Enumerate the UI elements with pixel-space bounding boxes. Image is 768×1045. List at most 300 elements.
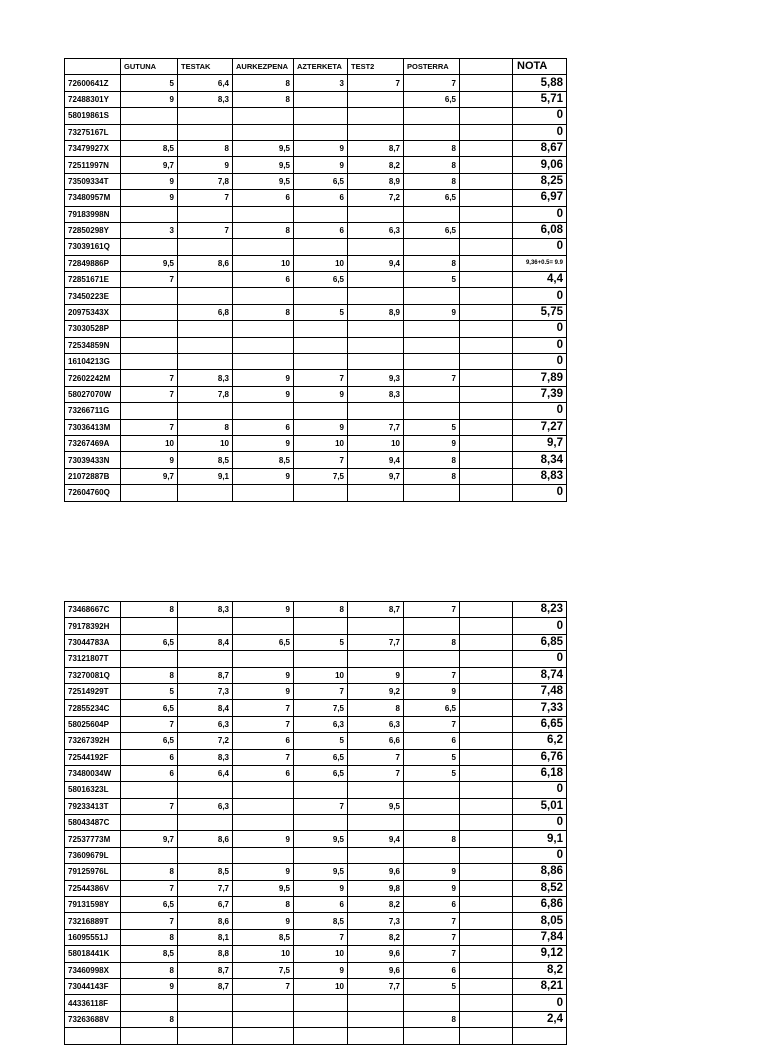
score-cell (121, 782, 178, 798)
score-cell (294, 815, 348, 831)
score-cell (460, 190, 513, 206)
table-row (65, 995, 567, 1011)
score-cell: 8 (121, 602, 178, 618)
nota-cell: 0 (513, 288, 567, 304)
nota-cell: 5,88 (513, 75, 567, 91)
score-cell (178, 995, 233, 1011)
score-cell (178, 124, 233, 140)
score-cell (460, 651, 513, 667)
score-cell (348, 995, 404, 1011)
nota-cell: 0 (513, 485, 567, 501)
score-cell (348, 1028, 404, 1044)
score-cell: 8,3 (178, 749, 233, 765)
score-cell (404, 321, 460, 337)
score-cell (404, 354, 460, 370)
score-cell: 8 (404, 634, 460, 650)
score-cell: 10 (233, 946, 294, 962)
score-cell (460, 1028, 513, 1044)
score-cell: 6,5 (404, 222, 460, 238)
score-cell (460, 272, 513, 288)
nota-cell: 7,33 (513, 700, 567, 716)
table-row (65, 1028, 567, 1044)
table-row (65, 91, 567, 107)
score-cell (178, 272, 233, 288)
student-id-cell: 73468667C (65, 602, 121, 618)
score-cell (460, 978, 513, 994)
score-cell: 7 (294, 452, 348, 468)
score-cell: 8,2 (348, 929, 404, 945)
score-cell: 7 (233, 700, 294, 716)
score-cell (178, 1011, 233, 1027)
score-cell (178, 815, 233, 831)
table-row (65, 419, 567, 435)
score-cell (121, 815, 178, 831)
score-cell: 7 (121, 370, 178, 386)
student-id-cell: 73460998X (65, 962, 121, 978)
student-id-cell: 79125976L (65, 864, 121, 880)
student-id-cell: 73509334T (65, 173, 121, 189)
score-cell: 7 (121, 913, 178, 929)
score-cell (233, 108, 294, 124)
student-id-cell: 73266711G (65, 403, 121, 419)
table-row (65, 683, 567, 699)
score-cell (460, 913, 513, 929)
student-id-cell: 73275167L (65, 124, 121, 140)
score-cell (460, 370, 513, 386)
score-cell (348, 1011, 404, 1027)
score-cell: 9 (233, 831, 294, 847)
table-row (65, 370, 567, 386)
table-row (65, 337, 567, 353)
score-cell: 9 (294, 157, 348, 173)
score-cell: 5 (404, 419, 460, 435)
score-cell (404, 815, 460, 831)
nota-cell: 9,36+0.5= 9.9 (513, 255, 567, 271)
table-row (65, 386, 567, 402)
score-cell: 9 (233, 667, 294, 683)
score-cell (404, 337, 460, 353)
student-id-cell: 21072887B (65, 468, 121, 484)
score-cell: 9,1 (178, 468, 233, 484)
score-cell: 3 (294, 75, 348, 91)
score-cell: 8,7 (178, 978, 233, 994)
nota-cell: 5,71 (513, 91, 567, 107)
score-cell: 9,4 (348, 831, 404, 847)
score-cell (294, 403, 348, 419)
student-id-cell: 73267469A (65, 435, 121, 451)
score-cell: 6,7 (178, 897, 233, 913)
score-cell: 7,3 (178, 683, 233, 699)
table-row (65, 190, 567, 206)
score-cell: 8,3 (178, 91, 233, 107)
nota-cell: 6,85 (513, 634, 567, 650)
score-cell (460, 815, 513, 831)
nota-cell: 8,86 (513, 864, 567, 880)
score-cell (178, 403, 233, 419)
score-cell: 9 (404, 683, 460, 699)
score-cell: 5 (404, 765, 460, 781)
table-row (65, 667, 567, 683)
score-cell: 8,5 (121, 140, 178, 156)
column-header: AURKEZPENA (233, 59, 294, 75)
table-row (65, 733, 567, 749)
score-cell (404, 239, 460, 255)
score-cell (460, 946, 513, 962)
score-cell: 9 (294, 140, 348, 156)
score-cell (404, 206, 460, 222)
score-cell (460, 173, 513, 189)
score-cell: 7,7 (348, 419, 404, 435)
score-cell (178, 108, 233, 124)
score-cell: 7 (121, 419, 178, 435)
table-row (65, 782, 567, 798)
score-cell: 7,7 (348, 634, 404, 650)
score-cell: 8 (178, 419, 233, 435)
score-cell (233, 618, 294, 634)
score-cell: 7,7 (178, 880, 233, 896)
score-cell: 9 (233, 370, 294, 386)
score-cell: 9,6 (348, 962, 404, 978)
score-cell: 9,6 (348, 946, 404, 962)
score-cell: 9,5 (348, 798, 404, 814)
nota-cell: 6,65 (513, 716, 567, 732)
nota-cell: 6,18 (513, 765, 567, 781)
score-cell: 9 (348, 667, 404, 683)
student-id-cell: 73263688V (65, 1011, 121, 1027)
column-header: AZTERKETA (294, 59, 348, 75)
nota-cell: 9,7 (513, 435, 567, 451)
table-row (65, 239, 567, 255)
score-cell: 6 (121, 765, 178, 781)
table-row (65, 206, 567, 222)
score-cell: 7 (404, 913, 460, 929)
score-cell: 7 (404, 75, 460, 91)
score-cell: 9 (404, 880, 460, 896)
nota-cell: 8,52 (513, 880, 567, 896)
nota-cell: 8,34 (513, 452, 567, 468)
score-cell: 6 (294, 222, 348, 238)
student-id-cell: 73039433N (65, 452, 121, 468)
table-row (65, 897, 567, 913)
score-cell (404, 618, 460, 634)
score-cell: 10 (121, 435, 178, 451)
score-cell (294, 239, 348, 255)
table-row (65, 716, 567, 732)
score-cell: 7 (294, 798, 348, 814)
score-cell: 5 (121, 683, 178, 699)
score-cell: 6 (404, 733, 460, 749)
score-cell: 7 (121, 716, 178, 732)
score-cell (233, 651, 294, 667)
score-cell: 3 (121, 222, 178, 238)
score-cell: 6,3 (294, 716, 348, 732)
score-cell (460, 831, 513, 847)
student-id-cell: 72604760Q (65, 485, 121, 501)
nota-cell: 5,01 (513, 798, 567, 814)
score-cell: 8,4 (178, 700, 233, 716)
score-cell (178, 485, 233, 501)
nota-cell: 9,06 (513, 157, 567, 173)
score-cell (233, 798, 294, 814)
column-header: GUTUNA (121, 59, 178, 75)
score-cell: 6 (404, 962, 460, 978)
student-id-cell (65, 1028, 121, 1044)
score-cell: 5 (294, 304, 348, 320)
score-cell: 8,5 (233, 452, 294, 468)
score-cell (460, 403, 513, 419)
student-id-cell: 72544386V (65, 880, 121, 896)
score-cell: 6,5 (294, 272, 348, 288)
score-cell (348, 485, 404, 501)
student-id-cell: 72849886P (65, 255, 121, 271)
score-cell: 6,5 (404, 190, 460, 206)
table-row (65, 272, 567, 288)
student-id-cell: 72850298Y (65, 222, 121, 238)
score-cell (460, 386, 513, 402)
score-cell (460, 419, 513, 435)
score-cell: 6,5 (404, 91, 460, 107)
score-cell: 6,3 (178, 798, 233, 814)
score-cell: 6,4 (178, 75, 233, 91)
score-cell: 8 (233, 222, 294, 238)
score-cell (404, 798, 460, 814)
score-cell: 9 (294, 880, 348, 896)
score-cell: 8,5 (178, 452, 233, 468)
nota-cell: 0 (513, 995, 567, 1011)
score-cell (294, 288, 348, 304)
score-cell (404, 386, 460, 402)
student-id-cell: 79178392H (65, 618, 121, 634)
nota-cell: 7,39 (513, 386, 567, 402)
student-id-cell: 58025604P (65, 716, 121, 732)
score-cell (233, 1028, 294, 1044)
score-cell: 8 (178, 140, 233, 156)
score-cell: 8 (404, 255, 460, 271)
score-cell (348, 651, 404, 667)
score-cell (460, 157, 513, 173)
student-id-cell: 72602242M (65, 370, 121, 386)
score-cell (460, 667, 513, 683)
score-cell: 8 (404, 1011, 460, 1027)
score-cell: 7 (178, 222, 233, 238)
score-cell: 7 (404, 929, 460, 945)
student-id-cell: 72544192F (65, 749, 121, 765)
score-cell: 7 (404, 716, 460, 732)
score-cell (121, 124, 178, 140)
score-cell: 7 (404, 370, 460, 386)
nota-cell: 0 (513, 337, 567, 353)
score-cell: 7 (121, 798, 178, 814)
table-row (65, 222, 567, 238)
score-cell: 9,3 (348, 370, 404, 386)
score-cell (294, 1011, 348, 1027)
table-row (65, 798, 567, 814)
score-cell (460, 700, 513, 716)
student-id-cell: 72488301Y (65, 91, 121, 107)
student-id-cell: 20975343X (65, 304, 121, 320)
score-cell (233, 1011, 294, 1027)
column-header: NOTA (513, 59, 567, 75)
score-cell: 9,5 (233, 157, 294, 173)
score-cell: 8 (121, 667, 178, 683)
score-cell: 7 (348, 75, 404, 91)
score-cell: 6,3 (348, 222, 404, 238)
score-cell: 6,6 (348, 733, 404, 749)
score-cell (294, 485, 348, 501)
score-cell (348, 239, 404, 255)
score-cell: 9 (121, 91, 178, 107)
score-cell (121, 651, 178, 667)
score-cell (121, 321, 178, 337)
score-cell: 7,7 (348, 978, 404, 994)
score-cell: 7,5 (294, 468, 348, 484)
score-cell: 8,6 (178, 255, 233, 271)
score-cell (294, 124, 348, 140)
score-cell: 6 (233, 190, 294, 206)
score-cell (121, 108, 178, 124)
score-cell: 10 (294, 946, 348, 962)
score-cell (348, 206, 404, 222)
student-id-cell: 72511997N (65, 157, 121, 173)
score-cell: 6,5 (294, 173, 348, 189)
score-cell: 8,3 (178, 370, 233, 386)
score-cell: 7 (294, 370, 348, 386)
nota-cell (513, 1028, 567, 1044)
score-cell (404, 1028, 460, 1044)
score-cell (404, 288, 460, 304)
score-cell (460, 75, 513, 91)
score-cell (348, 618, 404, 634)
score-cell: 9,5 (233, 140, 294, 156)
score-cell: 8,6 (178, 913, 233, 929)
score-cell (460, 929, 513, 945)
student-id-cell: 73270081Q (65, 667, 121, 683)
student-id-cell: 73480034W (65, 765, 121, 781)
student-id-cell: 72514929T (65, 683, 121, 699)
score-cell: 6,5 (404, 700, 460, 716)
score-cell: 8,3 (348, 386, 404, 402)
score-cell: 7 (348, 749, 404, 765)
score-cell: 9 (233, 602, 294, 618)
student-id-cell: 73036413M (65, 419, 121, 435)
score-cell: 6,4 (178, 765, 233, 781)
score-cell (121, 354, 178, 370)
nota-cell: 0 (513, 618, 567, 634)
score-cell: 7 (121, 880, 178, 896)
score-cell (121, 847, 178, 863)
score-cell (178, 651, 233, 667)
score-cell (294, 651, 348, 667)
student-id-cell: 72600641Z (65, 75, 121, 91)
score-cell (460, 733, 513, 749)
score-cell: 6 (233, 733, 294, 749)
score-cell: 7 (233, 978, 294, 994)
score-cell (348, 354, 404, 370)
table-row (65, 749, 567, 765)
student-id-cell: 72534859N (65, 337, 121, 353)
score-cell: 10 (294, 435, 348, 451)
score-cell (460, 255, 513, 271)
score-cell: 7,8 (178, 173, 233, 189)
score-cell: 6,5 (121, 897, 178, 913)
score-cell (460, 239, 513, 255)
score-cell (233, 485, 294, 501)
student-id-cell: 73479927X (65, 140, 121, 156)
score-cell: 9 (233, 468, 294, 484)
score-cell: 9 (404, 435, 460, 451)
student-id-cell: 73044783A (65, 634, 121, 650)
nota-cell: 8,21 (513, 978, 567, 994)
nota-cell: 0 (513, 321, 567, 337)
student-id-cell: 72537773M (65, 831, 121, 847)
score-cell (178, 354, 233, 370)
nota-cell: 6,2 (513, 733, 567, 749)
score-cell (121, 206, 178, 222)
score-cell (233, 815, 294, 831)
score-cell: 8 (233, 897, 294, 913)
nota-cell: 6,76 (513, 749, 567, 765)
nota-cell: 8,74 (513, 667, 567, 683)
nota-cell: 9,12 (513, 946, 567, 962)
score-cell (348, 108, 404, 124)
score-cell: 7,5 (294, 700, 348, 716)
score-cell (121, 239, 178, 255)
student-id-cell: 58019861S (65, 108, 121, 124)
student-id-cell: 73121807T (65, 651, 121, 667)
table-row (65, 468, 567, 484)
score-cell: 10 (294, 255, 348, 271)
score-cell: 9 (294, 386, 348, 402)
score-cell: 8 (121, 864, 178, 880)
score-cell: 8,1 (178, 929, 233, 945)
score-cell: 6 (404, 897, 460, 913)
nota-cell: 7,27 (513, 419, 567, 435)
score-cell: 7 (233, 716, 294, 732)
nota-cell: 9,1 (513, 831, 567, 847)
score-cell: 7 (348, 765, 404, 781)
score-cell (294, 782, 348, 798)
score-cell: 6,5 (294, 749, 348, 765)
score-cell: 8 (404, 140, 460, 156)
score-cell (178, 288, 233, 304)
student-id-cell: 79131598Y (65, 897, 121, 913)
student-id-cell: 58027070W (65, 386, 121, 402)
score-cell: 6,5 (121, 700, 178, 716)
score-cell (178, 618, 233, 634)
score-cell: 8,8 (178, 946, 233, 962)
score-cell: 5 (404, 749, 460, 765)
score-cell (233, 403, 294, 419)
score-cell: 8 (121, 929, 178, 945)
column-header (65, 59, 121, 75)
score-cell (178, 321, 233, 337)
student-id-cell: 73480957M (65, 190, 121, 206)
student-id-cell: 58018441K (65, 946, 121, 962)
score-cell: 6,5 (121, 634, 178, 650)
score-cell (460, 337, 513, 353)
score-cell: 7 (121, 386, 178, 402)
score-cell: 9,2 (348, 683, 404, 699)
table-row (65, 354, 567, 370)
table-row (65, 124, 567, 140)
score-cell (404, 995, 460, 1011)
score-cell (460, 765, 513, 781)
student-id-cell: 44336118F (65, 995, 121, 1011)
table-row (65, 978, 567, 994)
score-cell: 6,5 (294, 765, 348, 781)
score-cell: 6 (121, 749, 178, 765)
nota-cell: 4,4 (513, 272, 567, 288)
